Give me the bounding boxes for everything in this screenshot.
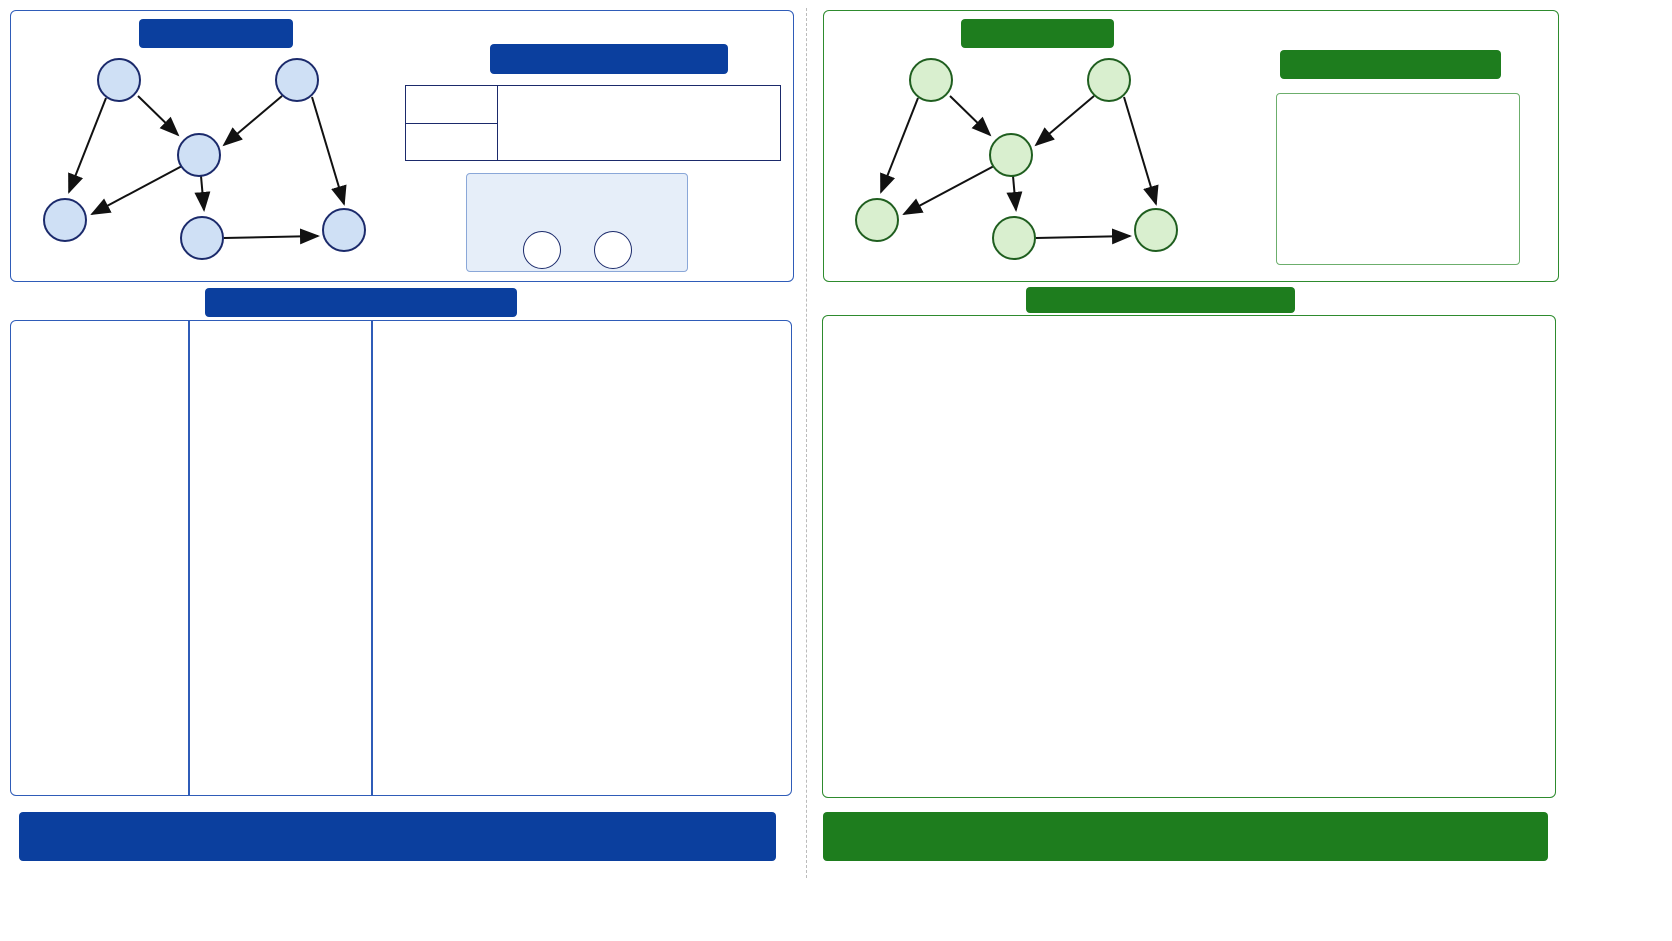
node-0 bbox=[44, 199, 86, 241]
updates-title bbox=[205, 288, 517, 317]
node-3 bbox=[181, 217, 223, 259]
updates-divider-1 bbox=[188, 321, 190, 795]
edge-2-0 bbox=[92, 166, 182, 214]
indegree-row-label bbox=[406, 124, 498, 160]
left-dag-graph bbox=[0, 0, 400, 280]
updates-divider-2 bbox=[371, 321, 373, 795]
node-2 bbox=[178, 134, 220, 176]
queue-note-node-5 bbox=[594, 231, 632, 269]
initial-indegree-title bbox=[490, 44, 728, 74]
updates-panel bbox=[10, 320, 792, 796]
explanation-box bbox=[1276, 93, 1520, 265]
edge-4-1 bbox=[312, 97, 344, 204]
queue-note-box bbox=[466, 173, 688, 272]
callstack-panel bbox=[822, 315, 1556, 798]
right-dag-graph bbox=[812, 0, 1212, 280]
indegree-table bbox=[405, 85, 781, 161]
edge-2-3 bbox=[201, 176, 204, 210]
edge-5-2 bbox=[138, 96, 178, 135]
node-1 bbox=[323, 209, 365, 251]
edge-4-2 bbox=[224, 96, 282, 145]
right-node-1 bbox=[1135, 209, 1177, 251]
queue-note-node-4 bbox=[523, 231, 561, 269]
right-final-banner bbox=[823, 812, 1548, 861]
edge-5-0 bbox=[69, 98, 106, 192]
node-4 bbox=[276, 59, 318, 101]
right-node-2 bbox=[990, 134, 1032, 176]
right-node-0 bbox=[856, 199, 898, 241]
vertex-row-label bbox=[406, 86, 498, 124]
explanation-title bbox=[1280, 50, 1501, 79]
edge-3-1 bbox=[224, 236, 318, 238]
right-node-5 bbox=[910, 59, 952, 101]
right-node-4 bbox=[1088, 59, 1130, 101]
node-5 bbox=[98, 59, 140, 101]
right-node-3 bbox=[993, 217, 1035, 259]
left-final-banner bbox=[19, 812, 776, 861]
callstack-title bbox=[1026, 287, 1295, 313]
center-divider bbox=[806, 8, 807, 878]
